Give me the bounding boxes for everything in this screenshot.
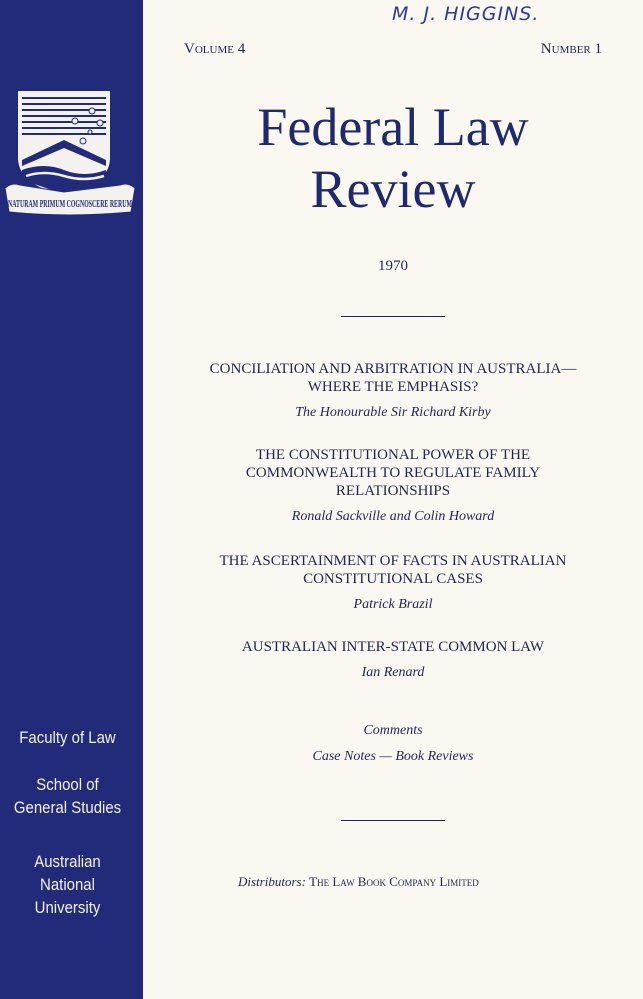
article-author: Ronald Sackville and Colin Howard [291, 509, 495, 524]
title-line1: Federal Law [257, 97, 529, 157]
university-crest-icon [4, 88, 136, 216]
school-line1: School of [36, 775, 99, 794]
divider [341, 316, 445, 317]
crest-motto: NATURAM PRIMUM COGNOSCERE RERUM [8, 199, 133, 210]
journal-title [143, 96, 643, 220]
article-author: Patrick Brazil [353, 597, 433, 612]
article-title: CONCILIATION AND ARBITRATION IN AUSTRALIA— WHERE THE EMPHASIS? [209, 361, 577, 395]
university-line1: Australian National [34, 852, 101, 894]
article-4 [180, 638, 606, 681]
university-label [8, 850, 127, 919]
article-3 [180, 552, 606, 613]
school-label [8, 773, 127, 819]
handwritten-owner-name: M. J. HIGGINS. [392, 3, 540, 25]
divider [341, 820, 445, 821]
article-author: The Honourable Sir Richard Kirby [295, 405, 491, 420]
article-author: Ian Renard [361, 665, 425, 680]
distributors-label: Distributors: [238, 874, 306, 889]
title-line2: Review [310, 159, 476, 219]
blue-sidebar-band [0, 0, 143, 999]
comments-label: Comments [363, 723, 423, 738]
article-title: AUSTRALIAN INTER-STATE COMMON LAW [241, 639, 545, 655]
school-line2: General Studies [13, 798, 122, 817]
distributors-line [238, 874, 479, 890]
article-title: THE ASCERTAINMENT OF FACTS IN AUSTRALIAN CONSTITUTIONAL CASES [219, 553, 567, 587]
publication-year: 1970 [378, 258, 408, 274]
faculty-label: Faculty of Law [19, 728, 116, 747]
article-1 [180, 360, 606, 421]
other-sections [180, 718, 606, 770]
volume-label: Volume 4 [184, 41, 246, 57]
article-title: THE CONSTITUTIONAL POWER OF THE COMMONWEALTH TO REGULATE FAMILY RELATIONSHIPS [245, 447, 541, 499]
case-notes-book-reviews: Case Notes — Book Reviews [312, 749, 474, 764]
university-line2: University [34, 898, 101, 917]
distributor-name: The Law Book Company Limited [309, 874, 479, 889]
issue-number-label: Number 1 [540, 41, 602, 57]
article-2 [180, 446, 606, 525]
